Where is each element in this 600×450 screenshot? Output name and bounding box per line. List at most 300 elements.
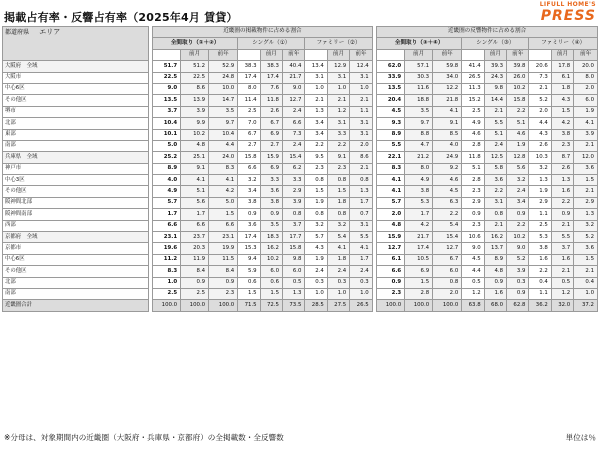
value-cell: 21.7 [283, 72, 305, 83]
value-cell: 1.7 [153, 209, 181, 220]
value-cell: 4.0 [433, 140, 462, 151]
area-name-cell: 大阪市 [3, 72, 149, 83]
value-cell: 5.6 [507, 163, 529, 174]
value-cell: 14.7 [209, 95, 238, 106]
value-cell: 12.5 [484, 152, 506, 163]
footnote: ※分母は、対象期間内の近畿圏（大阪府・兵庫県・京都府）の全掲載数・全反響数 [4, 433, 284, 442]
value-cell: 3.9 [574, 129, 598, 140]
value-cell: 3.8 [551, 129, 573, 140]
value-cell: 2.2 [507, 106, 529, 117]
value-cell: 2.0 [529, 106, 551, 117]
value-cell: 1.1 [350, 106, 372, 117]
value-cell: 4.0 [153, 175, 181, 186]
value-cell: 24.3 [484, 72, 506, 83]
value-cell: 5.5 [551, 232, 573, 243]
current-period-header [377, 49, 405, 60]
table-row [3, 106, 598, 117]
value-cell: 6.2 [283, 163, 305, 174]
value-cell: 2.4 [507, 186, 529, 197]
value-cell: 2.0 [433, 288, 462, 299]
area-header-cell [3, 27, 149, 61]
value-cell: 1.0 [305, 288, 327, 299]
listing-single-header: シングル（①） [238, 38, 305, 49]
current-period-header [153, 49, 181, 60]
value-cell: 1.0 [327, 83, 349, 94]
value-cell: 8.9 [153, 163, 181, 174]
value-cell: 0.3 [507, 277, 529, 288]
listing-share-group-header: 近畿圏の掲載物件に占める割合 [153, 27, 373, 38]
value-cell: 3.8 [529, 243, 551, 254]
value-cell: 26.0 [507, 72, 529, 83]
table-row [3, 152, 598, 163]
area-name-cell: 阪神間南部 [3, 209, 149, 220]
value-cell: 3.1 [305, 72, 327, 83]
area-name-cell: 阪神間北部 [3, 197, 149, 208]
value-cell: 1.0 [153, 277, 181, 288]
value-cell: 1.5 [305, 186, 327, 197]
value-cell: 1.0 [350, 83, 372, 94]
value-cell: 2.2 [529, 266, 551, 277]
value-cell: 8.6 [181, 83, 209, 94]
area-name-cell: 北部 [3, 277, 149, 288]
value-cell: 9.7 [209, 118, 238, 129]
value-cell: 4.1 [350, 243, 372, 254]
value-cell: 8.3 [153, 266, 181, 277]
value-cell: 2.1 [305, 95, 327, 106]
value-cell: 2.1 [327, 95, 349, 106]
listing-family-header: ファミリー（②） [305, 38, 372, 49]
value-cell: 4.1 [377, 186, 405, 197]
value-cell: 6.0 [574, 95, 598, 106]
value-cell: 1.0 [305, 83, 327, 94]
value-cell: 1.0 [350, 288, 372, 299]
area-name-cell: 堺市 [3, 106, 149, 117]
value-cell: 24.0 [209, 152, 238, 163]
value-cell: 0.9 [181, 277, 209, 288]
area-name-cell: 京都府 全域 [3, 232, 149, 243]
value-cell: 3.6 [260, 186, 282, 197]
value-cell: 5.7 [305, 232, 327, 243]
prev-year-header: 前年 [283, 49, 305, 60]
value-cell: 23.7 [181, 232, 209, 243]
value-cell: 2.4 [283, 106, 305, 117]
value-cell: 1.3 [551, 175, 573, 186]
value-cell: 15.9 [260, 152, 282, 163]
value-cell: 15.4 [433, 232, 462, 243]
value-cell: 8.9 [377, 129, 405, 140]
value-cell: 2.2 [484, 186, 506, 197]
value-cell: 2.1 [551, 266, 573, 277]
value-cell: 4.5 [377, 106, 405, 117]
value-cell: 16.2 [484, 232, 506, 243]
value-cell: 0.9 [507, 209, 529, 220]
value-cell: 2.5 [462, 106, 484, 117]
value-cell: 0.6 [260, 277, 282, 288]
value-cell: 17.4 [238, 232, 260, 243]
value-cell: 2.8 [462, 140, 484, 151]
value-cell: 0.5 [283, 277, 305, 288]
value-cell: 4.3 [529, 129, 551, 140]
value-cell: 10.2 [260, 254, 282, 265]
prev-month-header: 前月 [327, 49, 349, 60]
value-cell: 9.0 [153, 83, 181, 94]
value-cell: 0.8 [484, 209, 506, 220]
value-cell: 3.9 [181, 106, 209, 117]
value-cell: 11.3 [462, 83, 484, 94]
value-cell: 2.8 [462, 175, 484, 186]
value-cell: 1.9 [507, 140, 529, 151]
area-name-cell: 中心6区 [3, 254, 149, 265]
value-cell: 6.6 [209, 220, 238, 231]
value-cell: 1.5 [405, 277, 433, 288]
value-cell: 14.4 [484, 95, 506, 106]
value-cell: 2.1 [529, 83, 551, 94]
value-cell: 20.4 [377, 95, 405, 106]
value-cell: 1.6 [551, 186, 573, 197]
value-cell: 3.2 [238, 175, 260, 186]
value-cell: 0.9 [260, 209, 282, 220]
value-cell: 4.1 [327, 243, 349, 254]
value-cell: 4.2 [405, 220, 433, 231]
area-name-cell: 大阪府 全域 [3, 61, 149, 72]
value-cell: 1.6 [551, 254, 573, 265]
value-cell: 9.0 [462, 243, 484, 254]
value-cell: 2.9 [574, 197, 598, 208]
value-cell: 73.5 [283, 300, 305, 311]
value-cell: 51.7 [153, 61, 181, 72]
value-cell: 27.5 [327, 300, 349, 311]
value-cell: 2.5 [153, 288, 181, 299]
value-cell: 1.5 [574, 254, 598, 265]
value-cell: 3.4 [305, 118, 327, 129]
area-name-cell: その他区 [3, 186, 149, 197]
value-cell: 1.9 [305, 254, 327, 265]
value-cell: 5.5 [377, 140, 405, 151]
value-cell: 2.2 [327, 140, 349, 151]
value-cell: 15.4 [283, 152, 305, 163]
value-cell: 100.0 [209, 300, 238, 311]
value-cell: 38.3 [260, 61, 282, 72]
value-cell: 3.8 [405, 186, 433, 197]
value-cell: 1.5 [238, 288, 260, 299]
value-cell: 100.0 [181, 300, 209, 311]
value-cell: 10.0 [209, 83, 238, 94]
value-cell: 3.1 [484, 197, 506, 208]
value-cell: 11.6 [405, 83, 433, 94]
table-row [3, 266, 598, 277]
value-cell: 6.1 [377, 254, 405, 265]
prev-month-header: 前月 [405, 49, 433, 60]
value-cell: 3.3 [260, 175, 282, 186]
value-cell: 26.5 [462, 72, 484, 83]
value-cell: 2.3 [377, 288, 405, 299]
value-cell: 6.7 [433, 254, 462, 265]
value-cell: 1.8 [551, 83, 573, 94]
total-row [3, 300, 598, 311]
area-name-cell: 神戸市 [3, 163, 149, 174]
value-cell: 2.1 [574, 186, 598, 197]
value-cell: 3.6 [574, 163, 598, 174]
value-cell: 11.8 [462, 152, 484, 163]
value-cell: 19.6 [153, 243, 181, 254]
value-cell: 19.9 [209, 243, 238, 254]
value-cell: 3.7 [153, 106, 181, 117]
value-cell: 21.2 [405, 152, 433, 163]
value-cell: 4.8 [181, 140, 209, 151]
value-cell: 3.7 [283, 220, 305, 231]
value-cell: 17.4 [405, 243, 433, 254]
value-cell: 2.4 [283, 140, 305, 151]
value-cell: 9.0 [283, 83, 305, 94]
value-cell: 4.1 [209, 175, 238, 186]
value-cell: 71.5 [238, 300, 260, 311]
value-cell: 4.1 [574, 118, 598, 129]
value-cell: 3.5 [405, 106, 433, 117]
value-cell: 4.4 [529, 118, 551, 129]
value-cell: 62.8 [507, 300, 529, 311]
value-cell: 3.5 [209, 106, 238, 117]
value-cell: 23.1 [209, 232, 238, 243]
value-cell: 12.2 [433, 83, 462, 94]
value-cell: 1.3 [574, 209, 598, 220]
prev-year-header: 前年 [209, 49, 238, 60]
value-cell: 2.3 [305, 163, 327, 174]
value-cell: 3.2 [574, 220, 598, 231]
value-cell: 6.0 [260, 266, 282, 277]
value-cell: 1.9 [574, 106, 598, 117]
value-cell: 4.5 [433, 186, 462, 197]
value-cell: 0.8 [305, 209, 327, 220]
value-cell: 2.5 [529, 220, 551, 231]
table-row [3, 232, 598, 243]
value-cell: 3.1 [350, 129, 372, 140]
value-cell: 3.1 [327, 72, 349, 83]
value-cell: 25.1 [181, 152, 209, 163]
value-cell: 2.9 [462, 197, 484, 208]
value-cell: 24.9 [433, 152, 462, 163]
value-cell: 1.3 [283, 288, 305, 299]
value-cell: 57.1 [405, 61, 433, 72]
value-cell: 22.1 [377, 152, 405, 163]
value-cell: 9.9 [181, 118, 209, 129]
value-cell: 5.6 [181, 197, 209, 208]
value-cell: 9.8 [484, 83, 506, 94]
occupancy-rate-table [2, 26, 598, 312]
value-cell: 2.2 [305, 140, 327, 151]
area-name-cell: 西部 [3, 220, 149, 231]
value-cell: 5.4 [327, 232, 349, 243]
table-row [3, 72, 598, 83]
value-cell: 5.0 [209, 197, 238, 208]
value-cell: 2.6 [260, 106, 282, 117]
value-cell: 1.3 [529, 175, 551, 186]
value-cell: 52.9 [209, 61, 238, 72]
value-cell: 0.4 [574, 277, 598, 288]
table-row [3, 175, 598, 186]
value-cell: 20.0 [574, 61, 598, 72]
table-row [3, 254, 598, 265]
value-cell: 1.5 [327, 186, 349, 197]
value-cell: 1.3 [350, 186, 372, 197]
value-cell: 0.8 [433, 277, 462, 288]
value-cell: 1.5 [551, 106, 573, 117]
value-cell: 6.9 [260, 129, 282, 140]
value-cell: 0.5 [551, 277, 573, 288]
value-cell: 4.5 [462, 254, 484, 265]
value-cell: 5.4 [433, 220, 462, 231]
value-cell: 13.4 [305, 61, 327, 72]
value-cell: 1.2 [462, 288, 484, 299]
listing-all-header: 全間取り（①＋②） [153, 38, 238, 49]
value-cell: 8.4 [181, 266, 209, 277]
value-cell: 0.9 [377, 277, 405, 288]
value-cell: 3.9 [283, 197, 305, 208]
value-cell: 6.3 [433, 197, 462, 208]
value-cell: 8.7 [551, 152, 573, 163]
value-cell: 3.1 [350, 72, 372, 83]
value-cell: 2.2 [551, 197, 573, 208]
value-cell: 6.9 [260, 163, 282, 174]
value-cell: 2.0 [574, 83, 598, 94]
value-cell: 3.2 [327, 220, 349, 231]
value-cell: 36.2 [529, 300, 551, 311]
value-cell: 0.9 [507, 288, 529, 299]
value-cell: 2.3 [551, 140, 573, 151]
value-cell: 100.0 [153, 300, 181, 311]
value-cell: 68.0 [484, 300, 506, 311]
table-row [3, 288, 598, 299]
value-cell: 2.1 [350, 163, 372, 174]
value-cell: 1.8 [327, 197, 349, 208]
value-cell: 22.5 [181, 72, 209, 83]
value-cell: 4.7 [405, 140, 433, 151]
value-cell: 1.6 [529, 254, 551, 265]
value-cell: 3.8 [260, 197, 282, 208]
value-cell: 2.1 [574, 140, 598, 151]
current-period-header [529, 49, 551, 60]
value-cell: 28.5 [305, 300, 327, 311]
area-name-cell: 京都市 [3, 243, 149, 254]
value-cell: 9.1 [181, 163, 209, 174]
value-cell: 6.6 [153, 220, 181, 231]
value-cell: 32.0 [551, 300, 573, 311]
value-cell: 0.9 [462, 209, 484, 220]
value-cell: 17.4 [238, 72, 260, 83]
value-cell: 40.4 [283, 61, 305, 72]
value-cell: 5.2 [574, 232, 598, 243]
value-cell: 5.2 [507, 254, 529, 265]
value-cell: 62.0 [377, 61, 405, 72]
value-cell: 2.7 [238, 140, 260, 151]
value-cell: 12.7 [433, 243, 462, 254]
value-cell: 0.7 [350, 209, 372, 220]
value-cell: 30.3 [405, 72, 433, 83]
value-cell: 0.9 [209, 277, 238, 288]
value-cell: 100.0 [433, 300, 462, 311]
value-cell: 1.9 [305, 197, 327, 208]
value-cell: 7.3 [529, 72, 551, 83]
prev-year-header: 前年 [574, 49, 598, 60]
value-cell: 3.7 [551, 243, 573, 254]
value-cell: 0.8 [350, 175, 372, 186]
value-cell: 8.0 [574, 72, 598, 83]
value-cell: 1.7 [405, 209, 433, 220]
current-period-header [462, 49, 484, 60]
value-cell: 10.5 [405, 254, 433, 265]
value-cell: 11.8 [260, 95, 282, 106]
value-cell: 11.9 [181, 254, 209, 265]
table-row [3, 243, 598, 254]
value-cell: 2.3 [209, 288, 238, 299]
value-cell: 13.5 [377, 83, 405, 94]
value-cell: 51.2 [181, 61, 209, 72]
table-row [3, 197, 598, 208]
response-all-header: 全間取り（③＋④） [377, 38, 462, 49]
value-cell: 3.3 [327, 129, 349, 140]
value-cell: 25.2 [153, 152, 181, 163]
value-cell: 2.4 [305, 266, 327, 277]
value-cell: 21.8 [433, 95, 462, 106]
value-cell: 4.4 [462, 266, 484, 277]
area-name-cell: 兵庫県 全域 [3, 152, 149, 163]
value-cell: 5.8 [484, 163, 506, 174]
value-cell: 10.4 [209, 129, 238, 140]
value-cell: 10.6 [462, 232, 484, 243]
area-name-cell: その他区 [3, 266, 149, 277]
value-cell: 20.6 [529, 61, 551, 72]
value-cell: 1.3 [305, 106, 327, 117]
value-cell: 15.9 [377, 232, 405, 243]
value-cell: 9.5 [305, 152, 327, 163]
value-cell: 5.1 [462, 163, 484, 174]
value-cell: 8.8 [405, 129, 433, 140]
prev-month-header: 前月 [551, 49, 573, 60]
value-cell: 2.3 [462, 220, 484, 231]
value-cell: 0.8 [327, 209, 349, 220]
value-cell: 6.6 [238, 163, 260, 174]
value-cell: 10.4 [153, 118, 181, 129]
prev-year-header: 前年 [350, 49, 372, 60]
value-cell: 2.0 [350, 140, 372, 151]
table-row [3, 163, 598, 174]
value-cell: 4.8 [377, 220, 405, 231]
value-cell: 3.6 [238, 220, 260, 231]
value-cell: 10.3 [529, 152, 551, 163]
value-cell: 11.2 [153, 254, 181, 265]
value-cell: 0.9 [551, 209, 573, 220]
table-row [3, 129, 598, 140]
value-cell: 5.1 [484, 129, 506, 140]
value-cell: 10.1 [153, 129, 181, 140]
value-cell: 1.2 [327, 106, 349, 117]
area-name-cell: 南部 [3, 288, 149, 299]
value-cell: 39.8 [507, 61, 529, 72]
value-cell: 1.2 [551, 288, 573, 299]
current-period-header [238, 49, 260, 60]
value-cell: 8.4 [209, 266, 238, 277]
value-cell: 9.2 [433, 163, 462, 174]
value-cell: 5.2 [529, 95, 551, 106]
table-row [3, 277, 598, 288]
value-cell: 16.2 [260, 243, 282, 254]
value-cell: 1.9 [529, 186, 551, 197]
value-cell: 7.0 [238, 118, 260, 129]
value-cell: 3.1 [327, 118, 349, 129]
value-cell: 1.1 [529, 209, 551, 220]
value-cell: 1.7 [350, 197, 372, 208]
value-cell: 22.5 [153, 72, 181, 83]
unit-note: 単位は％ [565, 433, 596, 442]
